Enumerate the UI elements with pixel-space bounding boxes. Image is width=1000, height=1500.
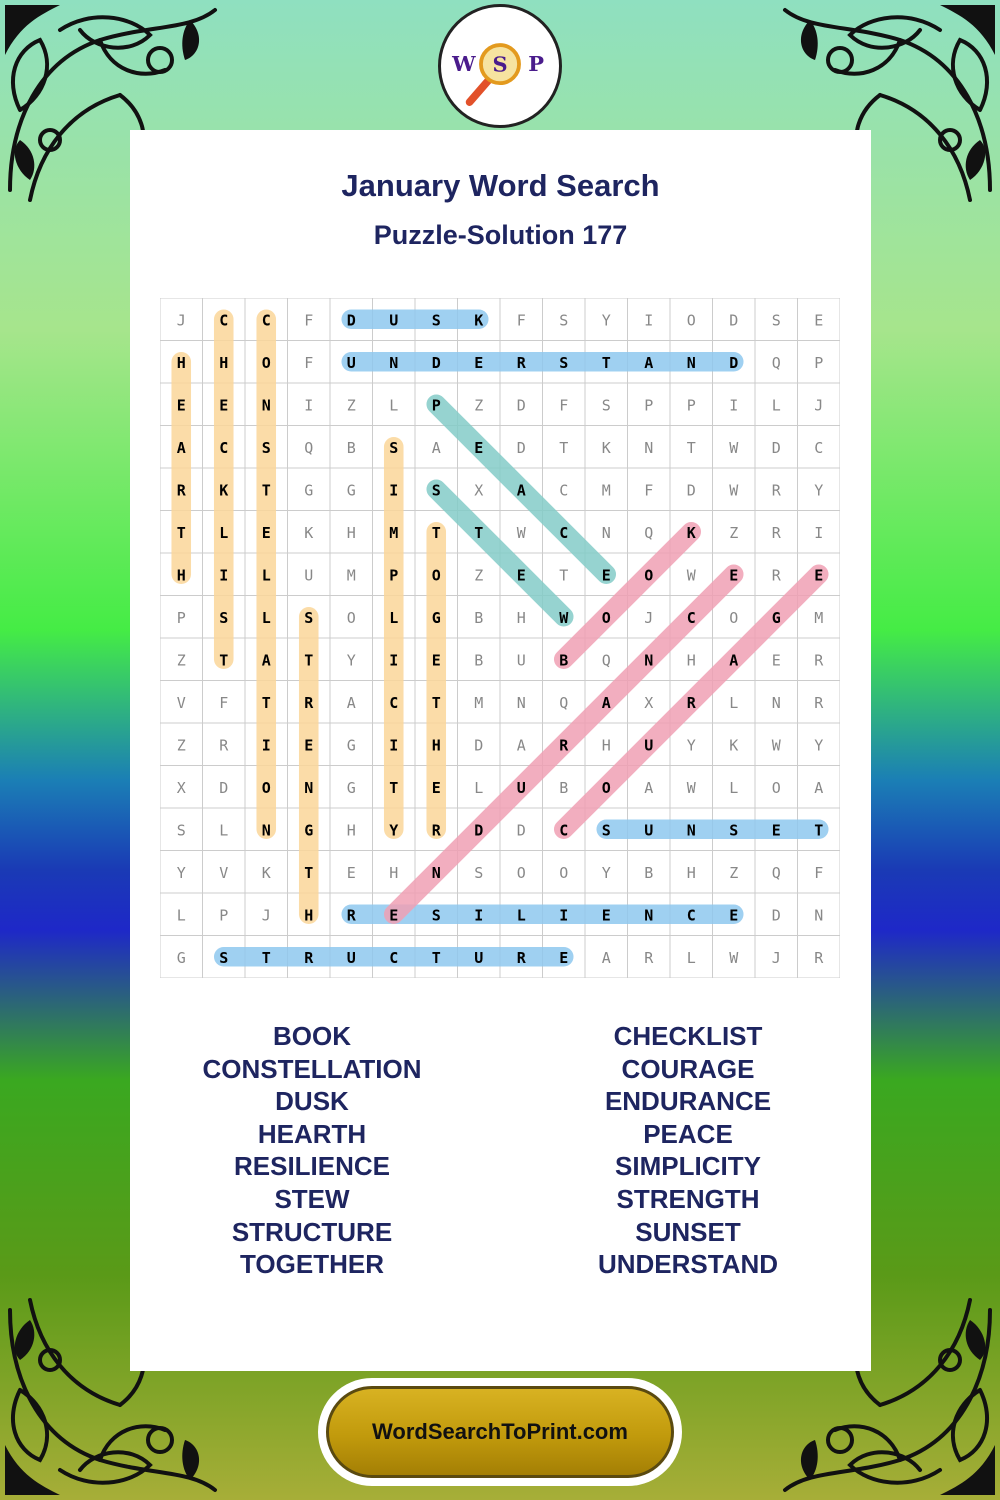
letter-grid-svg bbox=[160, 298, 840, 978]
grid-letter: T bbox=[389, 778, 399, 797]
grid-letter: U bbox=[389, 311, 399, 330]
grid-letter: L bbox=[474, 778, 484, 797]
grid-letter: Z bbox=[729, 523, 739, 542]
grid-letter: W bbox=[686, 566, 696, 585]
grid-letter: W bbox=[729, 948, 739, 967]
website-button-label: WordSearchToPrint.com bbox=[326, 1386, 674, 1478]
grid-letter: Q bbox=[771, 863, 781, 882]
grid-letter: P bbox=[176, 608, 186, 627]
grid-letter: B bbox=[644, 863, 654, 882]
word-item: TOGETHER bbox=[240, 1249, 384, 1280]
logo-letter-p: P bbox=[528, 50, 545, 76]
grid-letter: D bbox=[431, 353, 441, 372]
grid-letter: T bbox=[601, 353, 611, 372]
grid-letter: H bbox=[516, 608, 526, 627]
grid-letter: F bbox=[516, 311, 526, 330]
grid-letter: C bbox=[389, 948, 399, 967]
grid-letter: E bbox=[601, 906, 611, 925]
grid-letter: I bbox=[729, 396, 739, 415]
grid-letter: L bbox=[771, 396, 781, 415]
grid-letter: S bbox=[431, 311, 441, 330]
grid-letter: G bbox=[346, 481, 356, 500]
grid-letter: U bbox=[474, 948, 484, 967]
grid-letter: T bbox=[176, 523, 186, 542]
grid-letter: T bbox=[431, 693, 441, 712]
grid-letter: P bbox=[814, 353, 824, 372]
grid-letter: Y bbox=[346, 651, 356, 670]
grid-letter: K bbox=[601, 438, 611, 457]
grid-letter: L bbox=[219, 523, 229, 542]
grid-letter: N bbox=[644, 651, 654, 670]
grid-letter: M bbox=[814, 608, 824, 627]
grid-letter: B bbox=[474, 608, 484, 627]
grid-letter: S bbox=[559, 353, 569, 372]
grid-letter: I bbox=[261, 736, 271, 755]
grid-letter: A bbox=[176, 438, 186, 457]
grid-letter: R bbox=[219, 736, 229, 755]
grid-letter: N bbox=[686, 821, 696, 840]
grid-letter: Z bbox=[729, 863, 739, 882]
magnifier-logo-icon bbox=[441, 7, 559, 125]
grid-letter: K bbox=[304, 523, 314, 542]
grid-letter: D bbox=[516, 821, 526, 840]
grid-letter: E bbox=[431, 651, 441, 670]
grid-letter: Q bbox=[559, 693, 569, 712]
grid-letter: O bbox=[644, 566, 654, 585]
grid-letter: S bbox=[219, 948, 229, 967]
grid-letter: E bbox=[771, 821, 781, 840]
grid-letter: R bbox=[771, 481, 781, 500]
grid-letter: T bbox=[686, 438, 696, 457]
word-item: STEW bbox=[274, 1183, 350, 1214]
grid-letter: C bbox=[389, 693, 399, 712]
grid-letter: E bbox=[516, 566, 526, 585]
grid-letter: K bbox=[219, 481, 229, 500]
word-item: CONSTELLATION bbox=[202, 1053, 422, 1084]
grid-letter: B bbox=[559, 778, 569, 797]
word-item: DUSK bbox=[275, 1086, 349, 1117]
word-item: PEACE bbox=[643, 1118, 733, 1149]
grid-letter: Y bbox=[686, 736, 696, 755]
grid-letter: D bbox=[219, 778, 229, 797]
grid-letter: J bbox=[644, 608, 654, 627]
word-item: SIMPLICITY bbox=[615, 1151, 761, 1182]
grid-letter: B bbox=[559, 651, 569, 670]
grid-letter: L bbox=[516, 906, 526, 925]
grid-letter: L bbox=[729, 778, 739, 797]
grid-letter: L bbox=[176, 906, 186, 925]
grid-letter: A bbox=[601, 693, 611, 712]
grid-letter: T bbox=[814, 821, 824, 840]
grid-letter: U bbox=[516, 778, 526, 797]
grid-letter: W bbox=[686, 778, 696, 797]
grid-letter: H bbox=[431, 736, 441, 755]
grid-letter: V bbox=[219, 863, 229, 882]
grid-letter: S bbox=[431, 481, 441, 500]
grid-letter: Y bbox=[814, 736, 824, 755]
grid-letter: R bbox=[431, 821, 441, 840]
grid-letter: I bbox=[219, 566, 229, 585]
grid-letter: E bbox=[389, 906, 399, 925]
grid-letter: F bbox=[814, 863, 824, 882]
grid-letter: A bbox=[601, 948, 611, 967]
grid-letter: M bbox=[389, 523, 399, 542]
grid-letter: H bbox=[686, 651, 696, 670]
grid-letter: D bbox=[771, 438, 781, 457]
grid-letter: R bbox=[176, 481, 186, 500]
word-item: STRENGTH bbox=[616, 1183, 760, 1214]
grid-letter: T bbox=[219, 651, 229, 670]
grid-letter: V bbox=[176, 693, 186, 712]
grid-letter: N bbox=[389, 353, 399, 372]
grid-letter: E bbox=[601, 566, 611, 585]
grid-letter: R bbox=[304, 948, 314, 967]
grid-letter: O bbox=[346, 608, 356, 627]
grid-letter: L bbox=[219, 821, 229, 840]
grid-letter: X bbox=[474, 481, 484, 500]
grid-letter: G bbox=[771, 608, 781, 627]
grid-letter: Y bbox=[176, 863, 186, 882]
grid-letter: F bbox=[559, 396, 569, 415]
grid-letter: E bbox=[261, 523, 271, 542]
grid-letter: A bbox=[729, 651, 739, 670]
word-item: SUNSET bbox=[635, 1216, 741, 1247]
grid-letter: R bbox=[771, 566, 781, 585]
grid-letter: P bbox=[644, 396, 654, 415]
grid-letter: O bbox=[601, 778, 611, 797]
grid-letter: E bbox=[474, 438, 484, 457]
grid-letter: N bbox=[261, 396, 271, 415]
grid-letter: L bbox=[261, 608, 271, 627]
puzzle-card bbox=[130, 130, 871, 1371]
grid-letter: R bbox=[814, 948, 824, 967]
grid-letter: A bbox=[261, 651, 271, 670]
grid-letter: I bbox=[389, 651, 399, 670]
grid-letter: D bbox=[729, 353, 739, 372]
grid-letter: S bbox=[304, 608, 314, 627]
grid-letter: N bbox=[686, 353, 696, 372]
grid-letter: M bbox=[474, 693, 484, 712]
grid-letter: A bbox=[431, 438, 441, 457]
grid-letter: D bbox=[516, 438, 526, 457]
grid-letter: N bbox=[771, 693, 781, 712]
word-item: ENDURANCE bbox=[604, 1086, 772, 1117]
grid-letter: L bbox=[389, 608, 399, 627]
grid-letter: R bbox=[814, 651, 824, 670]
grid-letter: E bbox=[304, 736, 314, 755]
grid-letter: C bbox=[686, 906, 696, 925]
grid-letter: K bbox=[729, 736, 739, 755]
grid-letter: W bbox=[559, 608, 569, 627]
grid-letter: R bbox=[304, 693, 314, 712]
grid-letter: C bbox=[686, 608, 696, 627]
grid-letter: M bbox=[601, 481, 611, 500]
grid-letter: T bbox=[559, 566, 569, 585]
word-item: BOOK bbox=[273, 1021, 351, 1051]
word-item: HEARTH bbox=[257, 1118, 367, 1149]
grid-letter: H bbox=[176, 353, 186, 372]
grid-letter: E bbox=[729, 906, 739, 925]
grid-letter: P bbox=[686, 396, 696, 415]
grid-letter: H bbox=[601, 736, 611, 755]
grid-letter: R bbox=[346, 906, 356, 925]
grid-letter: U bbox=[346, 353, 356, 372]
grid-letter: A bbox=[346, 693, 356, 712]
grid-letter: W bbox=[516, 523, 526, 542]
grid-letter: C bbox=[559, 481, 569, 500]
grid-letter: S bbox=[771, 311, 781, 330]
grid-letter: H bbox=[176, 566, 186, 585]
grid-letter: E bbox=[176, 396, 186, 415]
grid-letter: O bbox=[431, 566, 441, 585]
grid-letter: S bbox=[729, 821, 739, 840]
grid-letter: U bbox=[304, 566, 314, 585]
logo-letter-s: S bbox=[492, 51, 508, 77]
grid-letter: W bbox=[729, 481, 739, 500]
grid-letter: B bbox=[474, 651, 484, 670]
grid-letter: M bbox=[346, 566, 356, 585]
grid-letter: Y bbox=[601, 863, 611, 882]
grid-letter: O bbox=[261, 353, 271, 372]
grid-letter: T bbox=[261, 481, 271, 500]
grid-letter: Z bbox=[346, 396, 356, 415]
grid-letter: T bbox=[304, 651, 314, 670]
word-item: COURAGE bbox=[621, 1053, 755, 1084]
grid-letter: O bbox=[261, 778, 271, 797]
grid-letter: D bbox=[686, 481, 696, 500]
grid-letter: P bbox=[219, 906, 229, 925]
grid-letter: S bbox=[176, 821, 186, 840]
grid-letter: H bbox=[389, 863, 399, 882]
grid-letter: E bbox=[346, 863, 356, 882]
grid-letter: E bbox=[431, 778, 441, 797]
grid-letter: Z bbox=[176, 651, 186, 670]
grid-letter: J bbox=[176, 311, 186, 330]
grid-letter: Q bbox=[771, 353, 781, 372]
grid-letter: N bbox=[601, 523, 611, 542]
grid-letter: C bbox=[559, 523, 569, 542]
grid-letter: A bbox=[644, 353, 654, 372]
grid-letter: F bbox=[304, 353, 314, 372]
word-item: STRUCTURE bbox=[231, 1216, 393, 1247]
grid-letter: H bbox=[346, 523, 356, 542]
grid-letter: N bbox=[431, 863, 441, 882]
grid-letter: J bbox=[814, 396, 824, 415]
grid-letter: F bbox=[219, 693, 229, 712]
grid-letter: O bbox=[686, 311, 696, 330]
grid-letter: O bbox=[601, 608, 611, 627]
grid-letter: W bbox=[771, 736, 781, 755]
grid-letter: T bbox=[474, 523, 484, 542]
grid-letter: Y bbox=[601, 311, 611, 330]
grid-letter: A bbox=[516, 736, 526, 755]
grid-letter: J bbox=[771, 948, 781, 967]
grid-letter: A bbox=[644, 778, 654, 797]
grid-letter: A bbox=[814, 778, 824, 797]
grid-letter: Y bbox=[814, 481, 824, 500]
grid-letter: S bbox=[431, 906, 441, 925]
grid-letter: F bbox=[644, 481, 654, 500]
grid-letter: K bbox=[261, 863, 271, 882]
grid-letter: K bbox=[686, 523, 696, 542]
grid-letter: E bbox=[729, 566, 739, 585]
grid-letter: D bbox=[346, 311, 356, 330]
grid-letter: I bbox=[304, 396, 314, 415]
grid-letter: O bbox=[559, 863, 569, 882]
word-item: CHECKLIST bbox=[613, 1021, 763, 1051]
letter-grid[interactable] bbox=[160, 298, 840, 978]
grid-letter: R bbox=[516, 948, 526, 967]
grid-letter: T bbox=[304, 863, 314, 882]
grid-letter: A bbox=[516, 481, 526, 500]
grid-letter: B bbox=[346, 438, 356, 457]
grid-letter: H bbox=[346, 821, 356, 840]
grid-letter: D bbox=[474, 736, 484, 755]
grid-letter: X bbox=[176, 778, 186, 797]
grid-letter: C bbox=[814, 438, 824, 457]
word-list-right bbox=[528, 1020, 848, 1281]
grid-letter: S bbox=[219, 608, 229, 627]
grid-letter: S bbox=[474, 863, 484, 882]
grid-letter: I bbox=[644, 311, 654, 330]
grid-letter: O bbox=[516, 863, 526, 882]
grid-letter: R bbox=[814, 693, 824, 712]
grid-letter: N bbox=[261, 821, 271, 840]
grid-letter: G bbox=[304, 821, 314, 840]
grid-letter: H bbox=[304, 906, 314, 925]
grid-letter: Z bbox=[176, 736, 186, 755]
grid-letter: Z bbox=[474, 396, 484, 415]
grid-letter: K bbox=[474, 311, 484, 330]
grid-letter: E bbox=[219, 396, 229, 415]
grid-letter: N bbox=[516, 693, 526, 712]
grid-letter: I bbox=[389, 736, 399, 755]
grid-letter: D bbox=[729, 311, 739, 330]
grid-letter: F bbox=[304, 311, 314, 330]
page-title: January Word Search bbox=[341, 168, 660, 203]
grid-letter: Q bbox=[601, 651, 611, 670]
grid-letter: R bbox=[559, 736, 569, 755]
grid-letter: Q bbox=[304, 438, 314, 457]
grid-letter: S bbox=[601, 821, 611, 840]
grid-letter: S bbox=[601, 396, 611, 415]
grid-letter: E bbox=[559, 948, 569, 967]
page-subtitle: Puzzle-Solution 177 bbox=[373, 220, 628, 250]
grid-letter: I bbox=[559, 906, 569, 925]
grid-letter: U bbox=[516, 651, 526, 670]
grid-letter: G bbox=[346, 778, 356, 797]
grid-letter: S bbox=[559, 311, 569, 330]
wsp-logo[interactable] bbox=[438, 4, 562, 128]
grid-letter: I bbox=[814, 523, 824, 542]
grid-letter: N bbox=[814, 906, 824, 925]
grid-letter: I bbox=[474, 906, 484, 925]
grid-letter: W bbox=[729, 438, 739, 457]
grid-letter: G bbox=[431, 608, 441, 627]
grid-letter: D bbox=[474, 821, 484, 840]
grid-letter: E bbox=[814, 566, 824, 585]
grid-letter: J bbox=[261, 906, 271, 925]
grid-letter: C bbox=[219, 438, 229, 457]
grid-letter: U bbox=[644, 736, 654, 755]
grid-letter: P bbox=[389, 566, 399, 585]
grid-letter: G bbox=[304, 481, 314, 500]
grid-letter: S bbox=[261, 438, 271, 457]
word-item: RESILIENCE bbox=[233, 1151, 391, 1182]
grid-letter: U bbox=[644, 821, 654, 840]
grid-letter: T bbox=[261, 948, 271, 967]
grid-letter: Z bbox=[474, 566, 484, 585]
grid-letter: O bbox=[729, 608, 739, 627]
grid-letter: L bbox=[686, 948, 696, 967]
grid-letter: E bbox=[814, 311, 824, 330]
grid-letter: N bbox=[304, 778, 314, 797]
grid-letter: L bbox=[729, 693, 739, 712]
grid-letter: L bbox=[389, 396, 399, 415]
grid-letter: N bbox=[644, 906, 654, 925]
grid-letter: C bbox=[219, 311, 229, 330]
grid-letter: G bbox=[346, 736, 356, 755]
grid-letter: E bbox=[474, 353, 484, 372]
grid-letter: X bbox=[644, 693, 654, 712]
grid-letter: P bbox=[431, 396, 441, 415]
grid-letter: R bbox=[516, 353, 526, 372]
grid-letter: N bbox=[644, 438, 654, 457]
grid-letter: L bbox=[261, 566, 271, 585]
grid-letter: Y bbox=[389, 821, 399, 840]
logo-letter-w: W bbox=[452, 50, 476, 76]
grid-letter: T bbox=[431, 523, 441, 542]
grid-letter: T bbox=[261, 693, 271, 712]
grid-letter: E bbox=[771, 651, 781, 670]
grid-letter: G bbox=[176, 948, 186, 967]
website-button[interactable] bbox=[318, 1378, 682, 1486]
grid-letter: R bbox=[686, 693, 696, 712]
grid-letter: I bbox=[389, 481, 399, 500]
grid-letter: U bbox=[346, 948, 356, 967]
grid-letter: C bbox=[261, 311, 271, 330]
grid-letter: D bbox=[516, 396, 526, 415]
grid-letter: R bbox=[771, 523, 781, 542]
grid-letter: Q bbox=[644, 523, 654, 542]
grid-letter: H bbox=[686, 863, 696, 882]
grid-letter: S bbox=[389, 438, 399, 457]
grid-letter: H bbox=[219, 353, 229, 372]
grid-letter: C bbox=[559, 821, 569, 840]
grid-letter: R bbox=[644, 948, 654, 967]
grid-letter: O bbox=[771, 778, 781, 797]
grid-letter: D bbox=[771, 906, 781, 925]
grid-letter: T bbox=[431, 948, 441, 967]
word-item: UNDERSTAND bbox=[597, 1249, 779, 1280]
word-list-left bbox=[152, 1020, 472, 1281]
grid-letter: T bbox=[559, 438, 569, 457]
